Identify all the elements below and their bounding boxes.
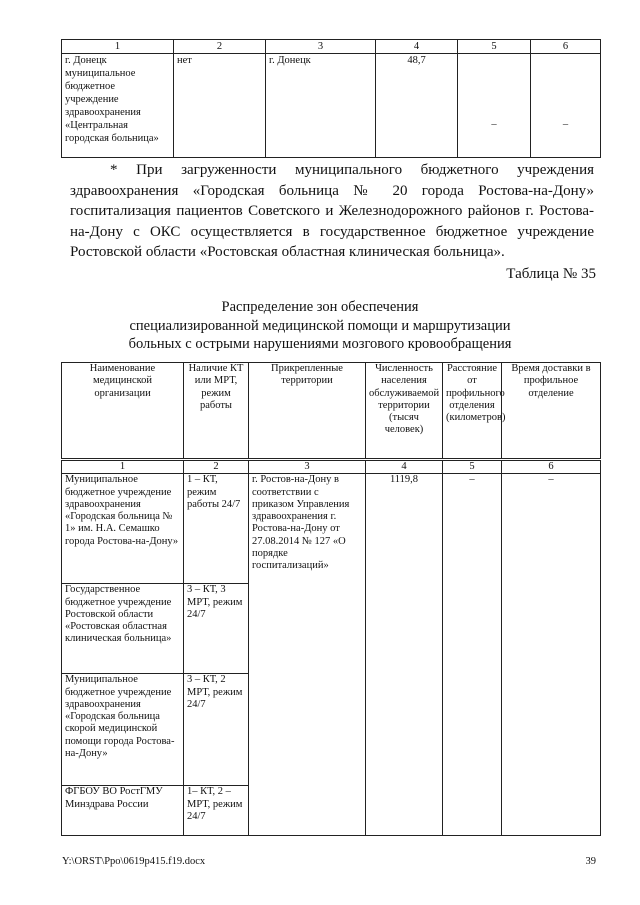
table-row-equipment: 1 – КТ, режим работы 24/7 [184,474,249,584]
col-header-distance: Расстояние от профильного отделения (километров) [443,363,502,460]
top-cell-distance: – [458,54,531,158]
footer-file-path: Y:\ORST\Ppo\0619p415.f19.docx [62,856,206,867]
table-row-name: Муниципальное бюджетное учреждение здравоохранения «Городская больница № 1» им. Н.А. Семашко города Ростова-на-Дону» [62,474,184,584]
top-header-4: 4 [376,40,458,54]
col-number-1: 1 [62,460,184,474]
col-number-4: 4 [366,460,443,474]
top-header-2: 2 [174,40,266,54]
col-header-territory: Прикрепленные территории [249,363,366,460]
col-number-6: 6 [502,460,601,474]
title-line-2: специализированной медицинской помощи и маршрутизации [129,317,511,334]
top-cell-population: 48,7 [376,54,458,158]
top-header-5: 5 [458,40,531,54]
attached-territory-cell: г. Ростов-на-Дону в соответствии с приказом Управления здравоохранения г. Ростова-на-Дону от 27.08.2014 № 127 «О порядке госпитализаций» [249,474,366,836]
top-cell-time: – [531,54,601,158]
table-row-name: Муниципальное бюджетное учреждение здравоохранения «Городская больница скорой медицинской помощи города Ростова-на-Дону» [62,674,184,786]
col-number-2: 2 [184,460,249,474]
table-title [0,298,640,354]
col-number-5: 5 [443,460,502,474]
page-number: 39 [585,856,596,867]
col-header-time: Время доставки в профильное отделение [502,363,601,460]
table-row-name: ФГБОУ ВО РостГМУ Минздрава России [62,786,184,836]
table-row-name: Государственное бюджетное учреждение Ростовской области «Ростовская областная клиническая больница» [62,584,184,674]
population-cell: 1119,8 [366,474,443,836]
footnote-text: * При загруженности муниципального бюджетного учреждения здравоохранения «Городская больница № 20 города Ростова-на-Дону» госпитализация пациентов Советского и Железнодорожного районов г. Ростова-на-Дону с ОКС осуществляется в государственное бюджетное учреждение Ростовской области «Ростовская областная клиническая больница». [70,162,594,260]
top-cell-equipment: нет [174,54,266,158]
footnote-paragraph [70,160,594,263]
table-row-equipment: 1– КТ, 2 – МРТ, режим 24/7 [184,786,249,836]
main-table [61,362,601,836]
top-header-1: 1 [62,40,174,54]
col-header-name: Наименование медицинской организации [62,363,184,460]
top-cell-name: г. Донецк муниципальное бюджетное учреждение здравоохранения «Центральная городская больница» [62,54,174,158]
table-number: Таблица № 35 [506,266,596,282]
title-line-3: больных с острыми нарушениями мозгового кровообращения [128,336,512,352]
col-number-3: 3 [249,460,366,474]
top-header-6: 6 [531,40,601,54]
table-row-equipment: 3 – КТ, 3 МРТ, режим 24/7 [184,584,249,674]
top-cell-territory: г. Донецк [266,54,376,158]
distance-cell: – [443,474,502,836]
time-cell: – [502,474,601,836]
title-line-1: Распределение зон обеспечения [221,299,419,315]
top-table [61,39,601,158]
top-header-3: 3 [266,40,376,54]
col-header-population: Численность населения обслуживаемой территории (тысяч человек) [366,363,443,460]
table-row-equipment: 3 – КТ, 2 МРТ, режим 24/7 [184,674,249,786]
col-header-equipment: Наличие КТ или МРТ, режим работы [184,363,249,460]
